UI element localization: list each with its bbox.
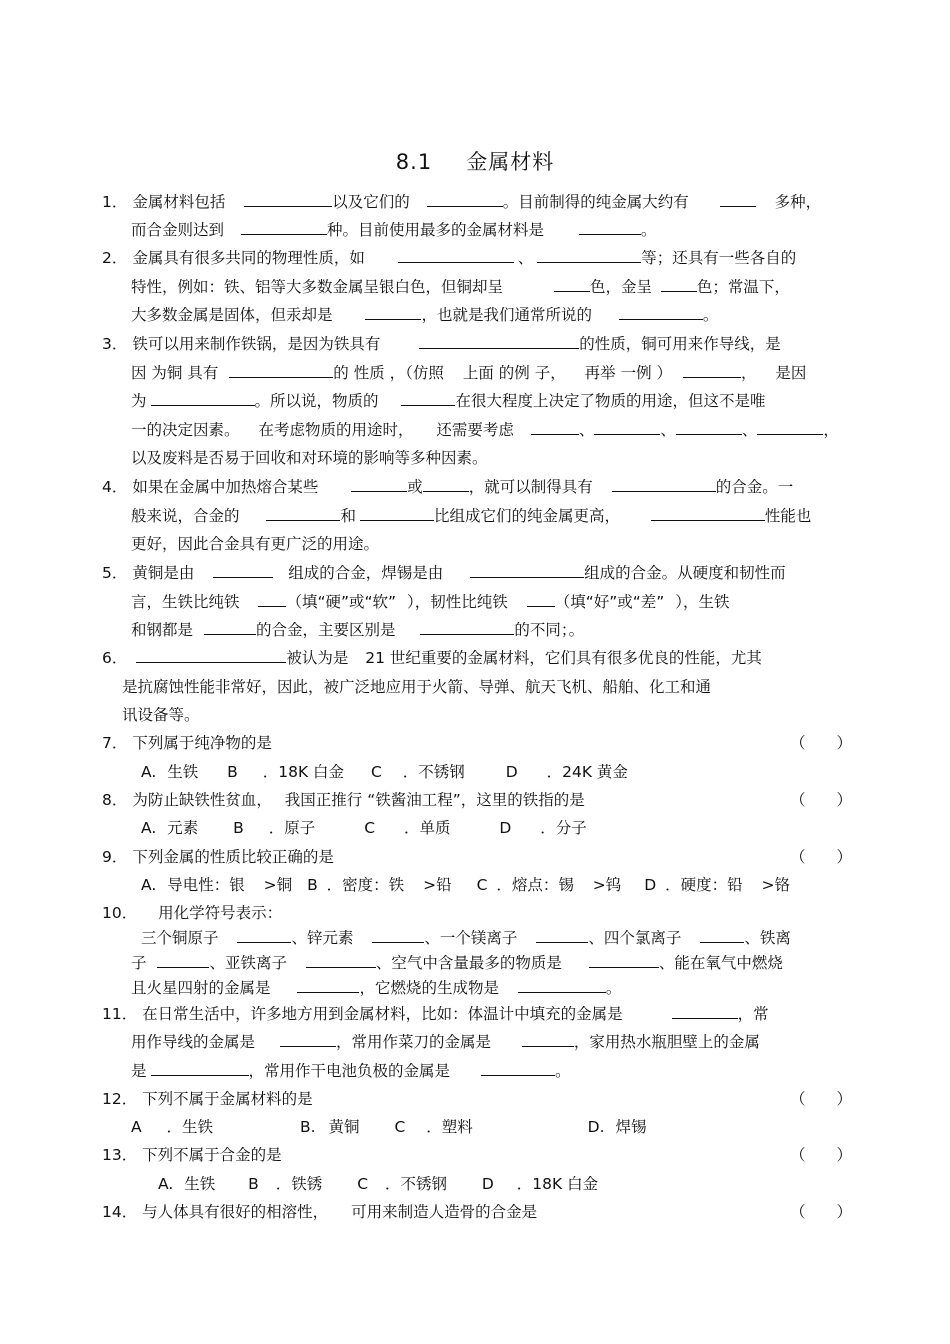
blank[interactable]: [360, 505, 434, 521]
q8-options: A. 元素 B ．原子 C ．单质 D ．分子: [141, 819, 587, 837]
q13-stem: 13． 下列不属于合金的是: [102, 1146, 282, 1164]
blank[interactable]: [757, 419, 823, 435]
q3-line-2: 因 为铜 具有 的 性质 ，（仿照 上面 的例 子， 再举 一例 ） ， 是因: [131, 364, 807, 382]
q4-line-2: 般来说，合金的 和 比组成它们的纯金属更高， 性能也: [131, 507, 812, 525]
q2-line-1: 2． 金属具有很多共同的物理性质，如 、 等；还具有一些各自的: [102, 249, 797, 267]
q9-options: A. 导电性：银 >铜 B ．密度：铁 >铅 C ．熔点：锡 >钨 D ．硬度：铅 >铬: [141, 876, 791, 894]
page-title: [0, 146, 950, 176]
blank[interactable]: [351, 476, 407, 492]
blank[interactable]: [241, 219, 327, 235]
blank[interactable]: [258, 591, 286, 607]
answer-bracket[interactable]: （ ）: [790, 734, 853, 752]
blank[interactable]: [518, 977, 606, 993]
q10-line-1: 三个铜原子 、锌元素 、一个镁离子 、四个氯离子 、铁离: [141, 929, 791, 947]
blank[interactable]: [157, 952, 209, 968]
blank[interactable]: [661, 276, 697, 292]
q4-line-3: 更好，因此合金具有更广泛的用途。: [131, 535, 380, 553]
q5-line-2: 言，生铁比纯铁 （填“硬”或“软” ），韧性比纯铁 （填“好”或“差” ），生铁: [131, 593, 730, 611]
blank[interactable]: [612, 476, 716, 492]
blank[interactable]: [423, 476, 469, 492]
blank[interactable]: [470, 562, 584, 578]
blank[interactable]: [297, 977, 359, 993]
blank[interactable]: [266, 505, 340, 521]
answer-bracket[interactable]: （ ）: [790, 1090, 853, 1108]
q5-line-1: 5． 黄铜是由 组成的合金，焊锡是由 组成的合金。从硬度和韧性而: [102, 564, 786, 582]
blank[interactable]: [419, 333, 579, 349]
answer-bracket[interactable]: （ ）: [790, 1203, 853, 1221]
blank[interactable]: [522, 1031, 574, 1047]
q2-line-2: 特性，例如：铁、铝等大多数金属呈银白色，但铜却呈 色，金呈 色；常温下，: [131, 278, 790, 296]
q8-stem: 8． 为防止缺铁性贫血， 我国正推行 “铁酱油工程”，这里的铁指的是: [102, 791, 585, 809]
q11-line-2: 用作导线的金属是 ，常用作菜刀的金属是 ，家用热水瓶胆壁上的金属: [131, 1033, 760, 1051]
blank[interactable]: [537, 247, 641, 263]
blank[interactable]: [651, 505, 765, 521]
q10-line-2: 子 、亚铁离子 、空气中含量最多的物质是 、能在氧气中燃烧: [131, 954, 783, 972]
blank[interactable]: [401, 390, 455, 406]
q12-stem: 12． 下列不属于金属材料的是: [102, 1090, 313, 1108]
section-number: 8.1: [395, 150, 433, 174]
blank[interactable]: [244, 191, 332, 207]
q14-stem: 14． 与人体具有很好的相溶性， 可用来制造人造骨的合金是: [102, 1203, 538, 1221]
blank[interactable]: [151, 1060, 249, 1076]
blank[interactable]: [536, 927, 588, 943]
q2-line-3: 大多数金属是固体，但汞却是 ，也就是我们通常所说的 。: [131, 306, 719, 324]
blank[interactable]: [619, 304, 703, 320]
answer-bracket[interactable]: （ ）: [790, 791, 853, 809]
q12-options: A ．生铁 B. 黄铜 C ．塑料 D. 焊锡: [131, 1118, 647, 1136]
blank[interactable]: [527, 591, 555, 607]
blank[interactable]: [700, 927, 744, 943]
blank[interactable]: [589, 952, 659, 968]
blank[interactable]: [204, 619, 256, 635]
blank[interactable]: [280, 1031, 336, 1047]
q3-line-5: 以及废料是否易于回收和对环境的影响等多种因素。: [131, 449, 488, 467]
q10-line-3: 且火星四射的金属是 ，它燃烧的生成物是 。: [131, 979, 622, 997]
q7-options: A. 生铁 B ．18K 白金 C ．不锈钢 D ．24K 黄金: [141, 763, 628, 781]
q1-line-1: 1． 金属材料包括 以及它们的 。目前制得的纯金属大约有 多种，: [102, 193, 822, 211]
blank[interactable]: [579, 219, 641, 235]
q11-line-3: 是 ，常用作干电池负极的金属是 。: [131, 1062, 571, 1080]
q4-line-1: 4． 如果在金属中加热熔合某些 或 ，就可以制得具有 的合金。一: [102, 478, 794, 496]
blank[interactable]: [481, 1060, 555, 1076]
blank[interactable]: [683, 362, 741, 378]
blank[interactable]: [594, 419, 660, 435]
blank[interactable]: [372, 927, 424, 943]
blank[interactable]: [672, 1003, 738, 1019]
q3-line-1: 3． 铁可以用来制作铁锅，是因为铁具有 的性质，铜可用来作导线，是: [102, 335, 781, 353]
q7-stem: 7． 下列属于纯净物的是: [102, 734, 272, 752]
q6-line-1: 6． 被认为是 21 世纪重要的金属材料，它们具有很多优良的性能，尤其: [102, 649, 762, 667]
q11-line-1: 11． 在日常生活中，许多地方用到金属材料，比如：体温计中填充的金属是 ，常: [102, 1005, 769, 1023]
blank[interactable]: [151, 390, 255, 406]
q6-line-3: 讯设备等。: [122, 706, 200, 724]
section-title: 金属材料: [466, 150, 555, 174]
q6-line-2: 是抗腐蚀性能非常好，因此，被广泛地应用于火箭、导弹、航天飞机、船舶、化工和通: [122, 678, 712, 696]
q5-line-3: 和钢都是 的合金，主要区别是 的不同；。: [131, 621, 585, 639]
q3-line-4: 一的决定因素。 在考虑物质的用途时， 还需要考虑 、 、 、 ，: [131, 421, 839, 439]
q3-line-3: 为 。所以说，物质的 在很大程度上决定了物质的用途，但这不是唯: [131, 392, 766, 410]
blank[interactable]: [398, 247, 514, 263]
blank[interactable]: [229, 362, 333, 378]
blank[interactable]: [237, 927, 291, 943]
blank[interactable]: [720, 191, 756, 207]
blank[interactable]: [365, 304, 421, 320]
blank[interactable]: [306, 952, 376, 968]
answer-bracket[interactable]: （ ）: [790, 848, 853, 866]
blank[interactable]: [427, 191, 503, 207]
blank[interactable]: [213, 562, 273, 578]
blank[interactable]: [676, 419, 742, 435]
q13-options: A. 生铁 B ．铁锈 C ．不锈钢 D ．18K 白金: [158, 1175, 599, 1193]
blank[interactable]: [136, 647, 286, 663]
blank[interactable]: [531, 419, 579, 435]
blank[interactable]: [554, 276, 590, 292]
q10-stem: 10． 用化学符号表示：: [102, 904, 283, 922]
q9-stem: 9． 下列金属的性质比较正确的是: [102, 848, 334, 866]
q1-line-2: 而合金则达到 种。目前使用最多的金属材料是 。: [131, 221, 657, 239]
answer-bracket[interactable]: （ ）: [790, 1146, 853, 1164]
blank[interactable]: [420, 619, 514, 635]
